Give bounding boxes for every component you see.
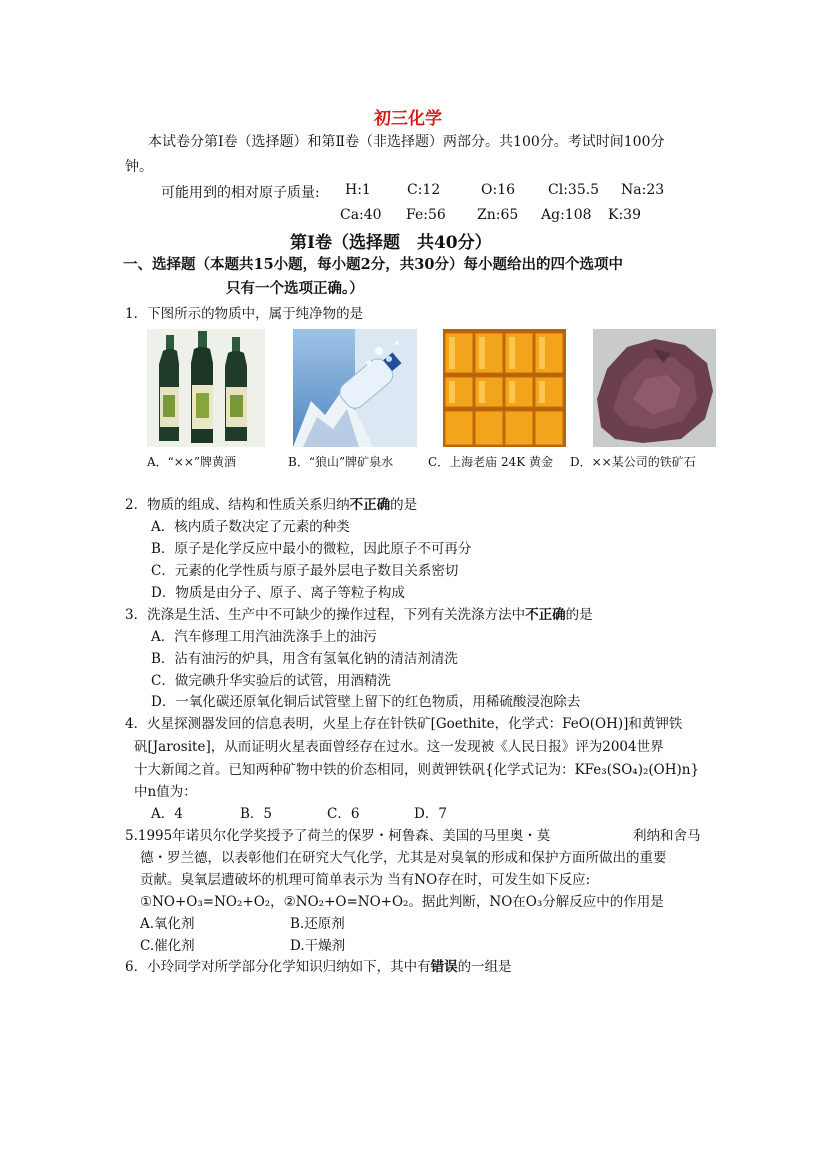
question-4-option-c: C．6 xyxy=(327,806,360,822)
atomic-mass-item: Na:23 xyxy=(621,182,665,198)
part-heading-line-1: 一、选择题（本题共15小题，每小题2分，共30分）每小题给出的四个选项中 xyxy=(123,256,623,273)
question-5-option-c: C.催化剂 xyxy=(140,938,195,954)
intro-line-2: 钟。 xyxy=(125,159,153,175)
atomic-mass-item: C:12 xyxy=(407,182,441,198)
question-4-option-d: D．7 xyxy=(414,806,447,822)
question-5-line-1-cont: 利纳和舍马 xyxy=(633,828,701,844)
question-2-option-a: A．核内质子数决定了元素的种类 xyxy=(151,519,350,535)
question-2-option-b: B．原子是化学反应中最小的微粒，因此原子不可再分 xyxy=(151,541,472,557)
question-1-stem: 1．下图所示的物质中，属于纯净物的是 xyxy=(125,306,364,322)
question-3-option-b: B．沾有油污的炉具，用含有氢氧化钠的清洁剂清洗 xyxy=(151,651,458,667)
question-5-line-3: 贡献。臭氧层遭破坏的机理可简单表示为 当有NO存在时，可发生如下反应: xyxy=(140,872,591,888)
question-4-option-b: B．5 xyxy=(240,806,273,822)
question-5-line-1: 5.1995年诺贝尔化学奖授予了荷兰的保罗・柯鲁森、美国的马里奥・莫 xyxy=(125,828,551,844)
question-5-option-d: D.干燥剂 xyxy=(290,938,346,954)
question-3-option-a: A．汽车修理工用汽油洗涤手上的油污 xyxy=(151,629,377,645)
question-5-option-b: B.还原剂 xyxy=(290,916,345,932)
atomic-mass-item: Zn:65 xyxy=(477,207,519,223)
question-2-option-c: C．元素的化学性质与原子最外层电子数目关系密切 xyxy=(151,563,459,579)
atomic-mass-item: K:39 xyxy=(608,207,641,223)
question-4-line-2: 矾[Jarosite]，从而证明火星表面曾经存在过水。这一发现被《人民日报》评为2004世界 xyxy=(134,739,664,755)
option-caption-d: D．××某公司的铁矿石 xyxy=(570,455,696,469)
question-5-line-2: 德・罗兰德，以表彰他们在研究大气化学，尤其是对臭氧的形成和保护方面所做出的重要 xyxy=(140,850,667,866)
atomic-mass-label: 可能用到的相对原子质量: xyxy=(161,185,320,201)
option-caption-a: A．“××”牌黄酒 xyxy=(147,455,237,469)
question-6-stem: 6．小玲同学对所学部分化学知识归纳如下，其中有错误的一组是 xyxy=(125,959,512,975)
rice-wine-bottles-image xyxy=(147,329,265,447)
question-3-stem: 3．洗涤是生活、生产中不可缺少的操作过程，下列有关洗涤方法中不正确的是 xyxy=(125,607,593,623)
question-4-line-4: 中n值为： xyxy=(134,784,197,800)
iron-ore-image xyxy=(593,329,716,447)
question-2-stem: 2．物质的组成、结构和性质关系归纳不正确的是 xyxy=(125,497,418,513)
atomic-mass-item: Ca:40 xyxy=(340,207,382,223)
intro-line-1: 本试卷分第Ⅰ卷（选择题）和第Ⅱ卷（非选择题）两部分。共100分。考试时间100分 xyxy=(148,134,665,150)
question-4-option-a: A．4 xyxy=(151,806,183,822)
option-caption-c: C．上海老庙 24K 黄金 xyxy=(428,455,554,469)
part-heading-line-2: 只有一个选项正确。） xyxy=(226,280,364,297)
exam-title: 初三化学 xyxy=(374,109,442,129)
atomic-mass-item: H:1 xyxy=(345,182,371,198)
gold-bars-image xyxy=(443,329,566,447)
question-5-option-a: A.氧化剂 xyxy=(140,916,195,932)
question-4-line-3: 十大新闻之首。已知两种矿物中铁的价态相同，则黄钾铁矾{化学式记为：KFe₃(SO₄)₂(OH)n} xyxy=(134,762,700,778)
atomic-mass-item: O:16 xyxy=(481,182,516,198)
atomic-mass-item: Ag:108 xyxy=(541,207,592,223)
atomic-mass-item: Fe:56 xyxy=(406,207,446,223)
atomic-mass-item: Cl:35.5 xyxy=(548,182,600,198)
mineral-water-image xyxy=(293,329,417,447)
question-3-option-c: C．做完碘升华实验后的试管，用酒精洗 xyxy=(151,673,391,689)
question-2-option-d: D．物质是由分子、原子、离子等粒子构成 xyxy=(151,585,405,601)
section-title: 第Ⅰ卷（选择题 共40分） xyxy=(290,233,492,253)
question-5-line-4: ①NO+O₃=NO₂+O₂，②NO₂+O=NO+O₂。据此判断，NO在O₃分解反应中的作用是 xyxy=(140,894,664,910)
option-caption-b: B．“狼山”牌矿泉水 xyxy=(288,455,394,469)
question-4-line-1: 4．火星探测器发回的信息表明，火星上存在针铁矿[Goethite，化学式：FeO(OH)]和黄钾铁 xyxy=(125,716,683,732)
question-3-option-d: D．一氧化碳还原氧化铜后试管壁上留下的红色物质，用稀硫酸浸泡除去 xyxy=(151,694,581,710)
